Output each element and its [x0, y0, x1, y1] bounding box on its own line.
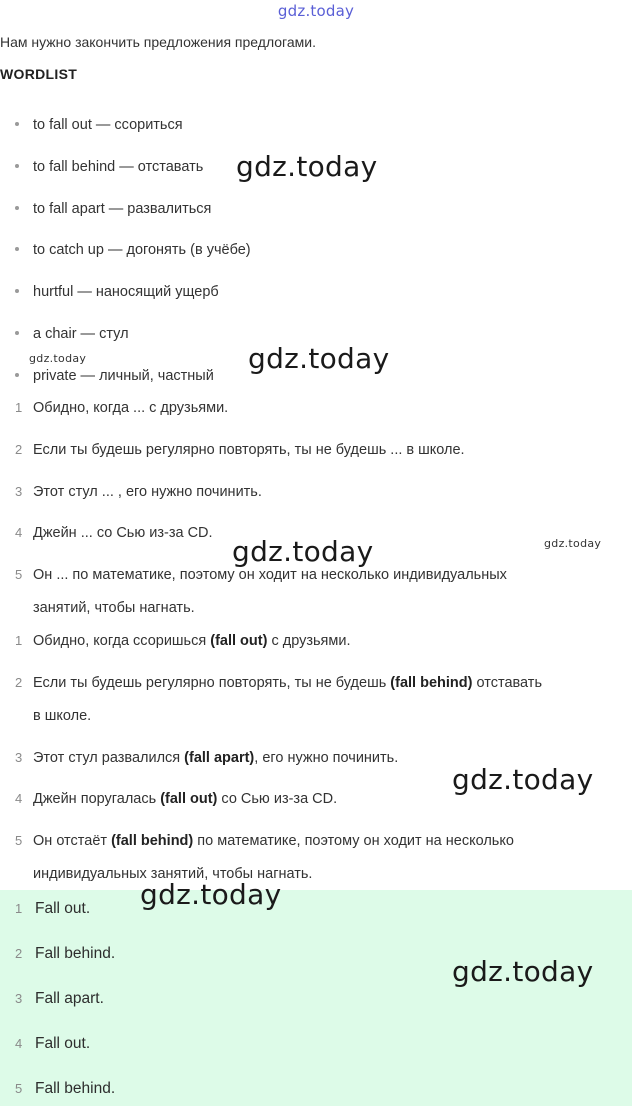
item-number: 1	[15, 400, 23, 415]
answer-phrase: (fall behind)	[111, 833, 194, 849]
bullet-dot-icon	[15, 247, 19, 251]
task-item: 1 Обидно, когда ... с друзьями.	[15, 400, 229, 416]
task-item: 5 Он ... по математике, поэтому он ходит на несколько индивидуальных	[15, 567, 507, 583]
bullet-dot-icon	[15, 122, 19, 126]
wordlist-item: hurtful — наносящий ущерб	[15, 284, 219, 300]
watermark: gdz.today	[248, 342, 390, 375]
task-item: 3 Этот стул ... , его нужно починить.	[15, 484, 262, 500]
item-number: 5	[15, 833, 23, 848]
item-number: 3	[15, 991, 23, 1006]
watermark: gdz.today	[140, 878, 282, 911]
bullet-dot-icon	[15, 373, 19, 377]
translation-item-continuation: индивидуальных занятий, чтобы нагнать.	[33, 866, 313, 882]
item-number: 3	[15, 750, 23, 765]
answers-panel	[0, 890, 632, 1106]
bullet-dot-icon	[15, 206, 19, 210]
item-number: 4	[15, 1036, 23, 1051]
answer-phrase: (fall out)	[210, 633, 268, 649]
answer-item: 3 Fall apart.	[15, 990, 104, 1007]
translation-item: 2 Если ты будешь регулярно повторять, ты не будешь (fall behind) отставать	[15, 675, 542, 691]
item-number: 1	[15, 633, 23, 648]
item-number: 5	[15, 1081, 23, 1096]
translation-item: 5 Он отстаёт (fall behind) по математике, поэтому он ходит на несколько	[15, 833, 514, 849]
task-item: 4 Джейн ... со Сью из-за CD.	[15, 525, 213, 541]
task-item-continuation: занятий, чтобы нагнать.	[33, 600, 195, 616]
bullet-dot-icon	[15, 331, 19, 335]
wordlist-item: a chair — стул	[15, 326, 129, 342]
wordlist-item: to fall apart — развалиться	[15, 201, 211, 217]
site-logo[interactable]: gdz.today	[277, 2, 355, 20]
translation-item: 1 Обидно, когда ссоришься (fall out) с друзьями.	[15, 633, 351, 649]
item-number: 4	[15, 791, 23, 806]
intro-text: Нам нужно закончить предложения предлогами.	[0, 34, 316, 50]
watermark: gdz.today	[452, 955, 594, 988]
answer-phrase: (fall behind)	[390, 675, 473, 691]
wordlist-heading: WORDLIST	[0, 66, 78, 82]
item-number: 4	[15, 525, 23, 540]
answer-item: 2 Fall behind.	[15, 945, 116, 962]
item-number: 3	[15, 484, 23, 499]
item-number: 2	[15, 946, 23, 961]
task-item: 2 Если ты будешь регулярно повторять, ты не будешь ... в школе.	[15, 442, 465, 458]
watermark: gdz.today	[452, 763, 594, 796]
watermark: gdz.today	[29, 352, 87, 365]
wordlist-item: to fall out — ссориться	[15, 117, 183, 133]
item-number: 2	[15, 675, 23, 690]
answer-item: 5 Fall behind.	[15, 1080, 116, 1097]
translation-item: 3 Этот стул развалился (fall apart), его нужно починить.	[15, 750, 399, 766]
wordlist-item: to fall behind — отставать	[15, 159, 203, 175]
translation-item: 4 Джейн поругалась (fall out) со Сью из-за CD.	[15, 791, 338, 807]
answer-item: 4 Fall out.	[15, 1035, 91, 1052]
answer-phrase: (fall apart)	[184, 750, 255, 766]
watermark: gdz.today	[232, 535, 374, 568]
wordlist-item: to catch up — догонять (в учёбе)	[15, 242, 251, 258]
answer-phrase: (fall out)	[160, 791, 218, 807]
wordlist-item: private — личный, частный	[15, 368, 214, 384]
bullet-dot-icon	[15, 164, 19, 168]
watermark: gdz.today	[236, 150, 378, 183]
item-number: 5	[15, 567, 23, 582]
item-number: 2	[15, 442, 23, 457]
watermark: gdz.today	[544, 537, 602, 550]
translation-item-continuation: в школе.	[33, 708, 92, 724]
bullet-dot-icon	[15, 289, 19, 293]
item-number: 1	[15, 901, 23, 916]
answer-item: 1 Fall out.	[15, 900, 91, 917]
